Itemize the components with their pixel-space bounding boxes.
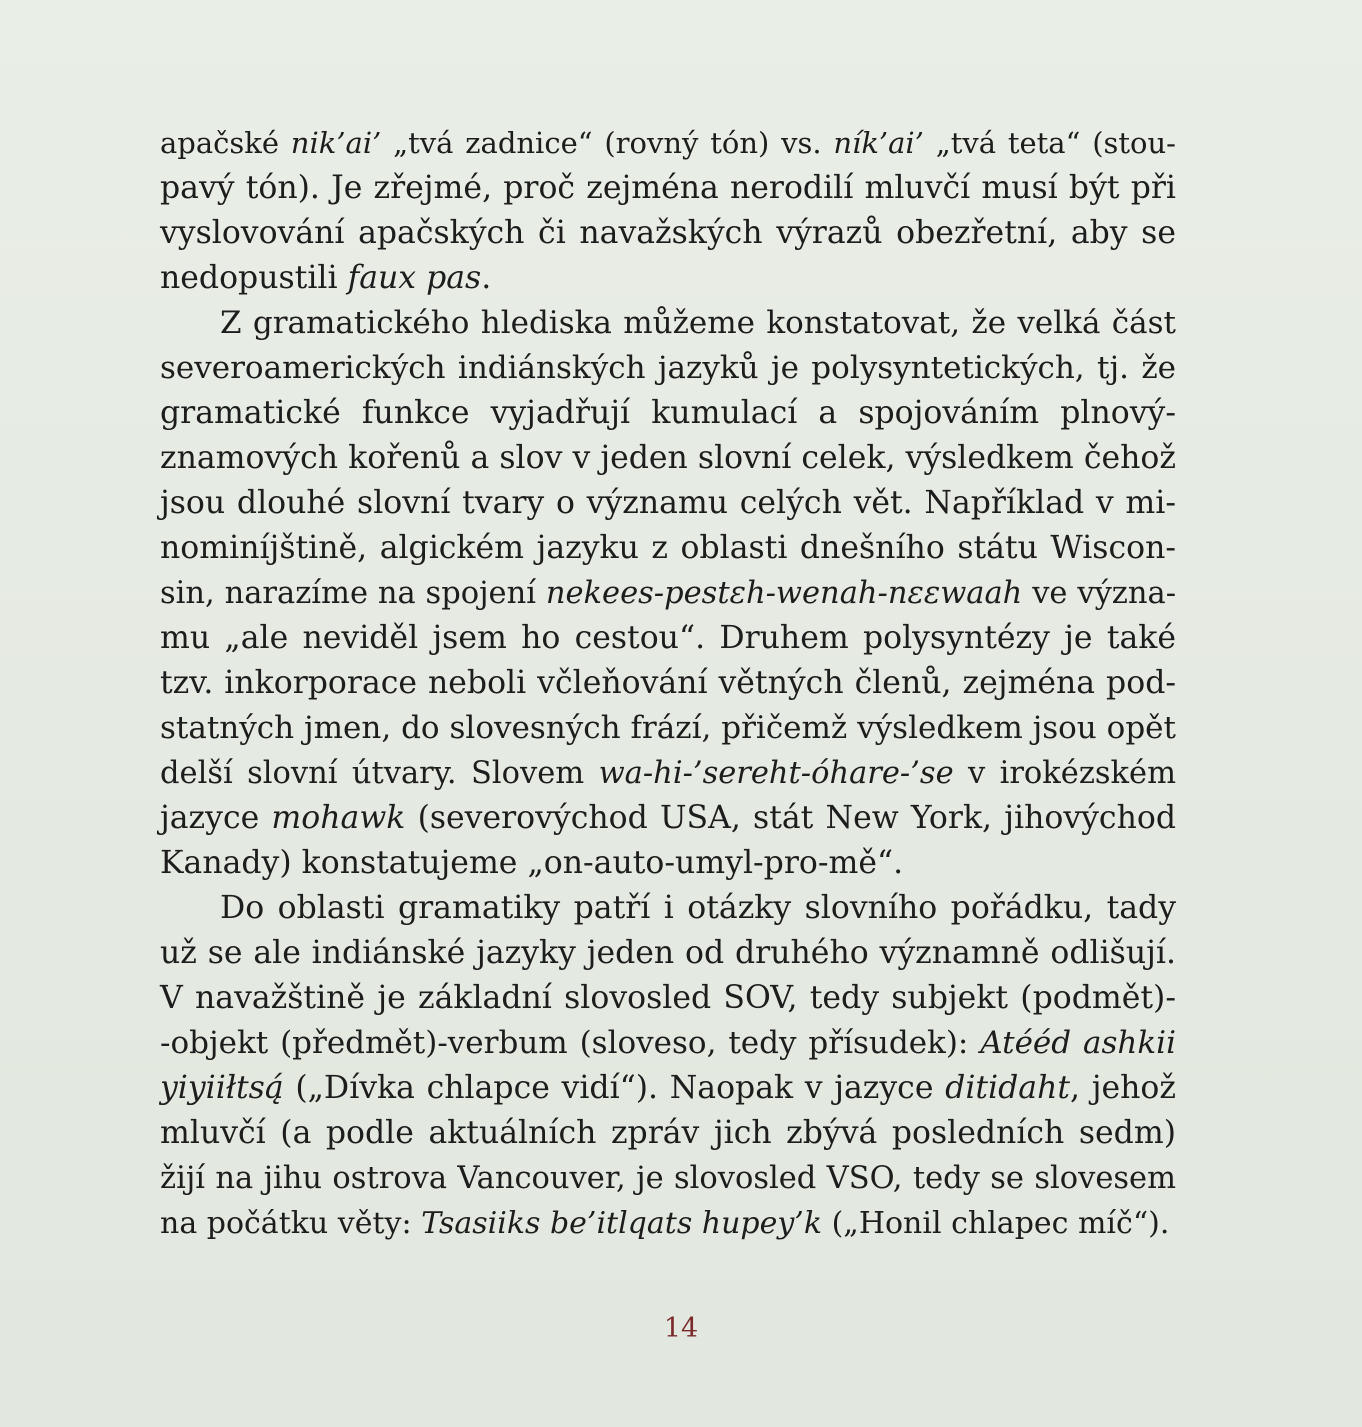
text-line — [160, 121, 1176, 166]
text-run: žijí na jihu ostrova Vancouver, je slovosled VSO, tedy se slovesem — [160, 1161, 1176, 1196]
text-line — [160, 256, 1176, 301]
text-run: mluvčí (a podle aktuálních zpráv jich zbývá posledních sedm) — [160, 1115, 1176, 1151]
italic-term: ník’ai’ — [833, 126, 924, 160]
text-line — [160, 571, 1176, 616]
text-line — [160, 706, 1176, 751]
text-line — [160, 481, 1176, 526]
text-run: Do oblasti gramatiky patří i otázky slovního pořádku, tady — [220, 890, 1176, 926]
italic-term: wa-hi-’sereht-óhare-’se — [598, 756, 954, 791]
text-run: jsou dlouhé slovní tvary o významu celých vět. Například v mi- — [160, 485, 1176, 521]
text-run: (severovýchod USA, stát New York, jihovýchod — [405, 800, 1176, 836]
text-run: už se ale indiánské jazyky jeden od druhého významně odlišují. — [160, 935, 1176, 971]
text-run: „tvá teta“ (stou- — [923, 126, 1176, 160]
text-run: na počátku věty: — [160, 1206, 422, 1241]
text-line — [160, 1021, 1176, 1066]
text-line — [160, 1066, 1176, 1111]
text-run: tzv. inkorporace neboli včleňování větných členů, zejména pod- — [160, 665, 1176, 701]
text-line — [160, 616, 1176, 661]
text-run: Kanady) konstatujeme „on-auto-umyl-pro-mě“. — [160, 845, 904, 881]
text-run: vyslovování apačských či navažských výrazů obezřetní, aby se — [160, 215, 1176, 251]
text-run: mu „ale neviděl jsem ho cestou“. Druhem polysyntézy je také — [160, 620, 1176, 656]
text-run: nedopustili — [160, 260, 348, 296]
page-number: 14 — [663, 1313, 699, 1344]
text-run: V navažštině je základní slovosled SOV, tedy subjekt (podmět)- — [160, 980, 1176, 1016]
italic-term: Tsasiiks be’itlqats hupey’k — [421, 1206, 823, 1241]
italic-term: mohawk — [271, 800, 406, 836]
text-line — [160, 751, 1176, 796]
text-line — [160, 1111, 1176, 1156]
text-line — [160, 886, 1176, 931]
text-line — [160, 661, 1176, 706]
text-line — [160, 391, 1176, 436]
text-run: („Honil chlapec míč“). — [822, 1206, 1170, 1241]
text-run: v irokézském — [953, 756, 1176, 791]
text-run: gramatické funkce vyjadřují kumulací a spojováním plnový- — [160, 395, 1176, 431]
text-line — [160, 211, 1176, 256]
text-line — [160, 976, 1176, 1021]
text-run: („Dívka chlapce vidí“). Naopak v jazyce — [283, 1070, 946, 1106]
text-line — [160, 301, 1176, 346]
text-line — [160, 931, 1176, 976]
text-run: znamových kořenů a slov v jeden slovní celek, výsledkem čehož — [160, 440, 1176, 476]
text-run: , jehož — [1070, 1070, 1176, 1106]
italic-term: faux pas — [347, 260, 482, 296]
text-run: Z gramatického hlediska můžeme konstatovat, že velká část — [220, 305, 1176, 341]
text-run: severoamerických indiánských jazyků je polysyntetických, tj. že — [160, 350, 1176, 386]
text-run: delší slovní útvary. Slovem — [160, 756, 599, 791]
text-line — [160, 166, 1176, 211]
text-run: pavý tón). Je zřejmé, proč zejména nerodilí mluvčí musí být při — [160, 170, 1176, 206]
text-run: „tvá zadnice“ (rovný tón) vs. — [381, 126, 834, 160]
text-line — [160, 346, 1176, 391]
italic-term: Atééd ashkii — [980, 1025, 1176, 1061]
text-line — [160, 1156, 1176, 1201]
text-run: statných jmen, do slovesných frází, přičemž výsledkem jsou opět — [160, 710, 1176, 746]
text-run: sin, narazíme na spojení — [160, 576, 546, 611]
text-run: nominíjštině, algickém jazyku z oblasti dnešního státu Wiscon- — [160, 530, 1176, 566]
text-line — [160, 796, 1176, 841]
italic-term: nik’ai’ — [290, 126, 382, 160]
text-line — [160, 436, 1176, 481]
text-run: . — [481, 260, 492, 296]
text-line — [160, 841, 1176, 886]
italic-term: yiyiiłtsą́ — [160, 1070, 284, 1106]
text-run: jazyce — [160, 800, 272, 836]
body-text — [160, 121, 1176, 1246]
text-line — [160, 526, 1176, 571]
text-run: apačské — [160, 126, 291, 160]
italic-term: ditidaht — [945, 1070, 1071, 1106]
text-line — [160, 1201, 1176, 1246]
text-run: ve význa- — [1022, 576, 1176, 611]
text-run: -objekt (předmět)-verbum (sloveso, tedy přísudek): — [160, 1025, 981, 1061]
italic-term: nekees-pestɛh-wenah-nɛɛwaah — [545, 576, 1023, 611]
